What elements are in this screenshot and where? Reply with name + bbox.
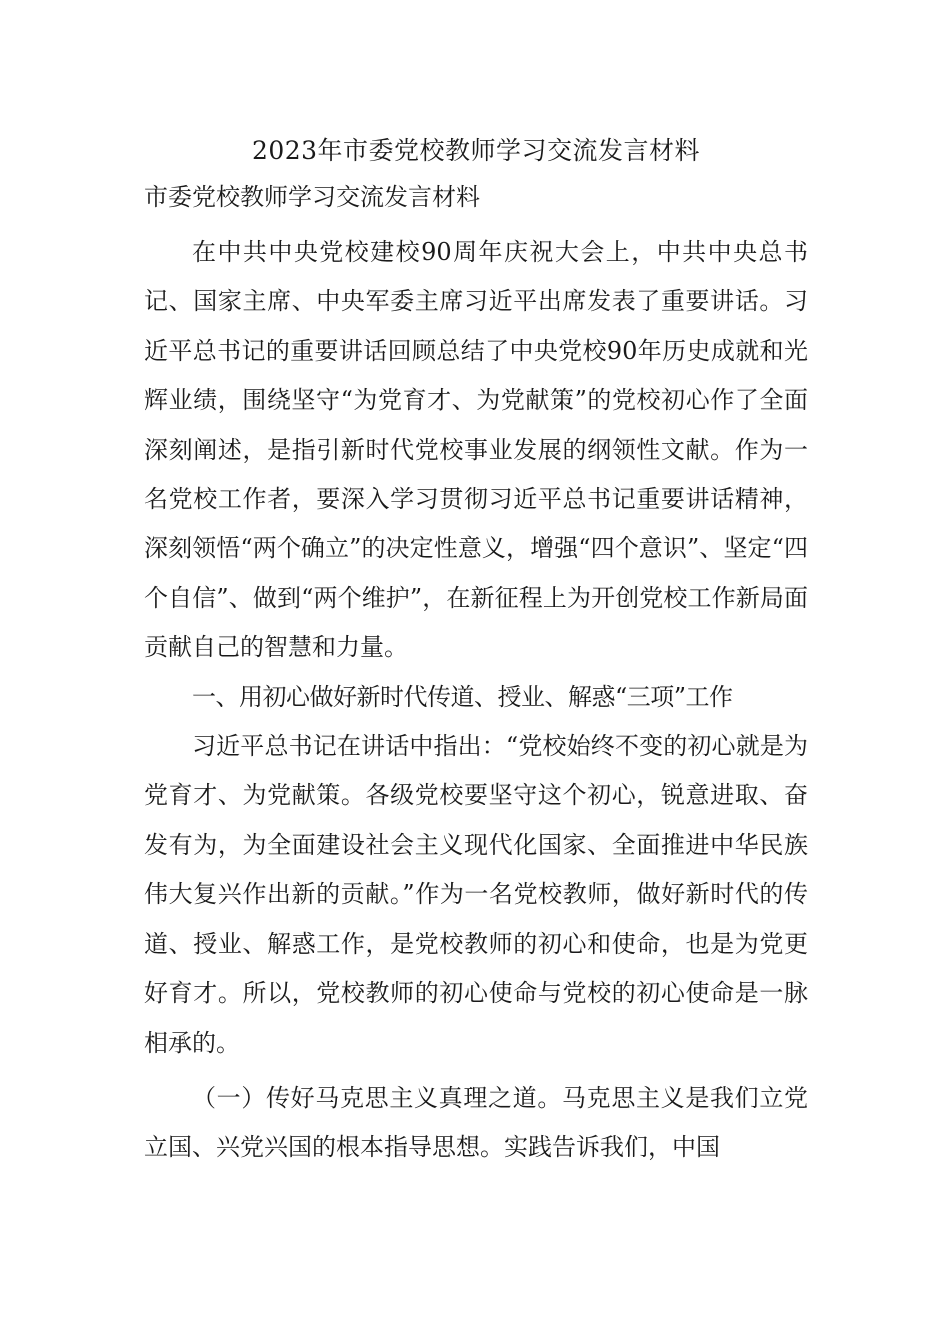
section-heading-1: 一、用初心做好新时代传道、授业、解惑“三项”工作	[192, 682, 733, 711]
document-subtitle: 市委党校教师学习交流发言材料	[144, 183, 480, 211]
paragraph-intro: 在中共中央党校建校90周年庆祝大会上，中共中央总书记、国家主席、中央军委主席习近平出席发表了重要讲话。习近平总书记的重要讲话回顾总结了中央党校90年历史成就和光辉业绩，围绕坚守“为党育才、为党献策”的党校初心作了全面深刻阐述，是指引新时代党校事业发展的纲领性文献。作为一名党校工作者，要深入学习贯彻习近平总书记重要讲话精神，深刻领悟“两个确立”的决定性意义，增强“四个意识”、坚定“四个自信”、做到“两个维护”，在新征程上为开创党校工作新局面贡献自己的智慧和力量。	[144, 238, 808, 662]
document-title: 2023年市委党校教师学习交流发言材料	[251, 136, 701, 165]
paragraph-subsection-1: （一）传好马克思主义真理之道。马克思主义是我们立党立国、兴党兴国的根本指导思想。实践告诉我们，中国	[144, 1083, 808, 1162]
paragraph-section-1: 习近平总书记在讲话中指出：“党校始终不变的初心就是为党育才、为党献策。各级党校要坚守这个初心，锐意进取、奋发有为，为全面建设社会主义现代化国家、全面推进中华民族伟大复兴作出新的贡献。”作为一名党校教师，做好新时代的传道、授业、解惑工作，是党校教师的初心和使命，也是为党更好育才。所以，党校教师的初心使命与党校的初心使命是一脉相承的。	[144, 732, 808, 1057]
document-body	[144, 128, 808, 1173]
